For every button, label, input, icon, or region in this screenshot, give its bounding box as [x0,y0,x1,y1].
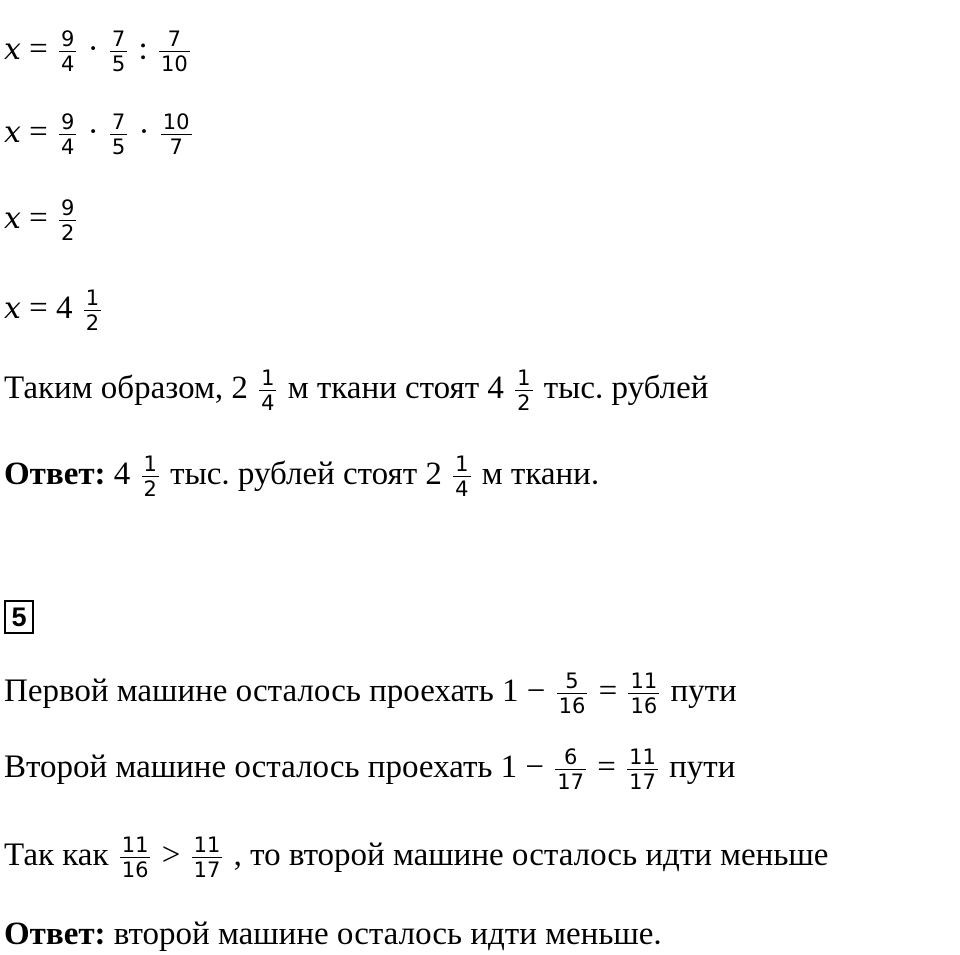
numerator: 1 [143,452,157,476]
fraction [120,833,151,882]
operator: : [138,31,148,68]
answer-line-1 [4,452,599,501]
fraction [110,110,127,159]
denominator: 7 [169,135,183,160]
variable-x: x [4,115,21,151]
text: м ткани. [481,456,600,493]
denominator: 5 [111,135,126,160]
fraction [84,286,101,335]
numerator: 1 [455,452,469,476]
fraction [59,27,76,76]
fraction [453,452,470,501]
comparison-line [4,833,828,882]
text: Таким образом, 2 [4,370,248,407]
variable-x: x [4,291,21,327]
fraction [557,669,588,718]
text: 4 [113,456,131,493]
numerator: 11 [193,833,221,857]
equals-sign: = [29,200,48,237]
text: второй машине осталось идти меньше. [113,916,662,952]
text: Второй машине осталось проехать 1 − [4,749,545,786]
numerator: 5 [557,669,588,694]
text: Так как [4,837,109,874]
text: Первой машине осталось проехать 1 − [4,673,546,710]
answer-label: Ответ: [4,456,106,493]
variable-x: x [4,201,21,237]
numerator: 9 [61,27,75,51]
answer-label: Ответ: [4,916,106,952]
text: пути [669,749,736,786]
greater-than-sign: > [161,837,181,874]
denominator: 17 [629,770,656,795]
text: тыс. рублей стоят 2 [170,456,442,493]
fraction [628,669,659,718]
numerator: 7 [159,27,190,52]
denominator: 4 [455,477,469,502]
conclusion-line [4,366,708,415]
fraction [555,745,586,794]
fraction [59,110,76,159]
numerator: 10 [162,110,190,134]
text: , то второй машине осталось идти меньше [233,837,829,874]
denominator: 2 [61,221,75,246]
equation-line-2 [4,110,195,159]
denominator: 16 [121,858,149,883]
denominator: 17 [193,858,221,883]
fraction [159,27,190,76]
second-car-line [4,745,735,794]
fraction [259,366,276,415]
operator: · [87,31,99,68]
denominator: 4 [61,52,75,77]
text: пути [670,673,737,710]
fraction [142,452,159,501]
denominator: 2 [143,477,157,502]
numerator: 1 [517,366,531,390]
numerator: 1 [261,366,275,390]
denominator: 4 [261,391,275,416]
fraction [515,366,532,415]
numerator: 9 [61,110,75,134]
numerator: 7 [111,110,126,134]
equals-sign: = [29,31,48,68]
denominator: 2 [517,391,531,416]
equation-line-3 [4,196,79,245]
task-number-box: 5 [4,600,34,634]
fraction [59,196,76,245]
text: м ткани стоят 4 [287,370,504,407]
equation-line-1 [4,27,193,76]
equals-sign: = [598,673,618,710]
variable-x: x [4,32,21,68]
operator: · [138,114,150,151]
numerator: 1 [85,286,100,310]
text: тыс. рублей [543,370,709,407]
first-car-line [4,669,737,718]
numerator: 6 [555,745,586,770]
numerator: 7 [111,27,126,51]
equals-sign: = [29,114,48,151]
answer-line-2 [4,918,662,951]
fraction [192,833,223,882]
denominator: 10 [160,52,188,77]
denominator: 2 [85,311,100,336]
denominator: 16 [558,694,586,719]
numerator: 9 [61,196,75,220]
fraction [110,27,127,76]
denominator: 4 [61,135,75,160]
fraction [627,745,658,794]
numerator: 11 [121,833,149,857]
numerator: 11 [629,745,656,769]
denominator: 16 [630,694,658,719]
numerator: 11 [630,669,658,693]
denominator: 17 [557,770,585,795]
equation-line-4 [4,286,104,335]
denominator: 5 [111,52,126,77]
equals-sign: = [597,749,616,786]
operator: · [87,114,99,151]
equals-sign: = 4 [29,290,73,327]
fraction [161,110,192,159]
